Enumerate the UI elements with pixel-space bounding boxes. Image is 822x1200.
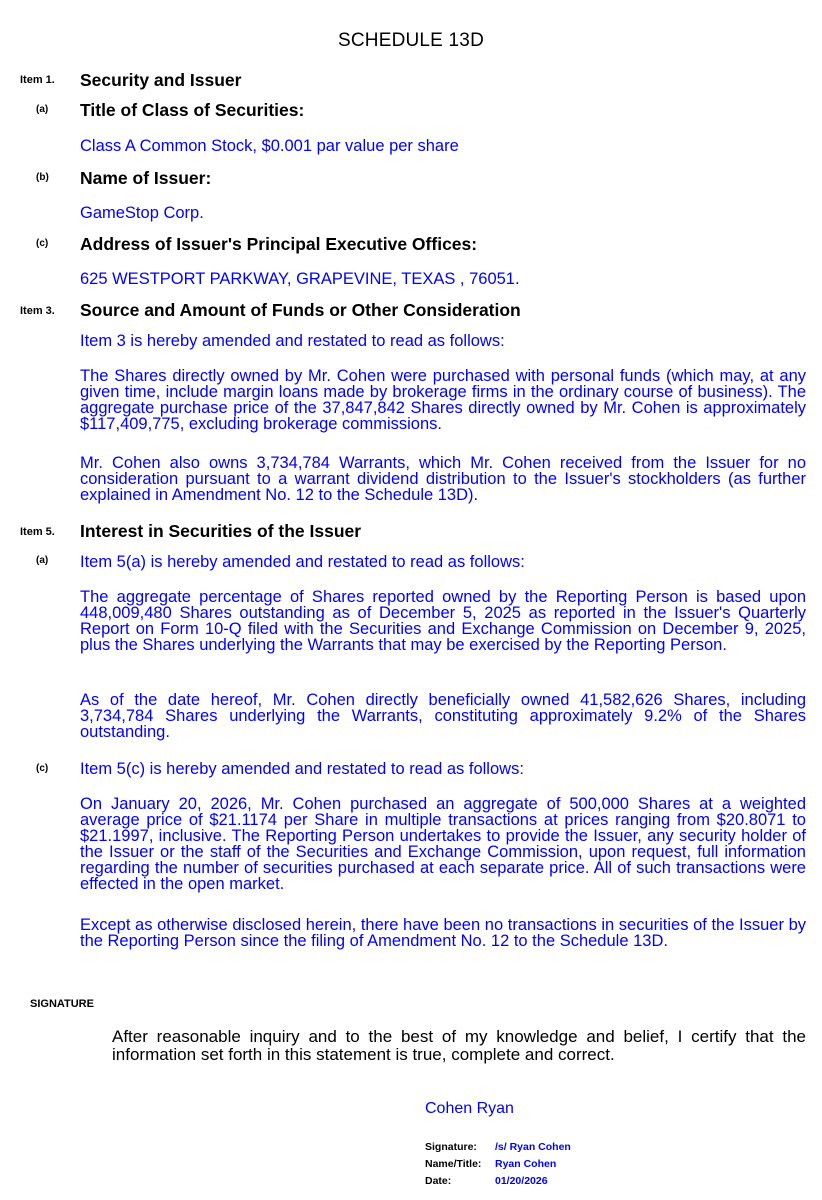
item-3-intro: Item 3 is hereby amended and restated to read as follows:	[80, 332, 505, 350]
item-5a-label: (a)	[36, 555, 49, 566]
certification-statement: After reasonable inquiry and to the best of my knowledge and belief, I certify that the information set forth in this statement is true, complete and correct.	[112, 1027, 806, 1064]
item-5-heading: Interest in Securities of the Issuer	[80, 521, 362, 541]
signer-name: Cohen Ryan	[425, 1100, 514, 1117]
signature-row-value: /s/ Ryan Cohen	[495, 1141, 571, 1153]
item-5a-paragraph-2: As of the date hereof, Mr. Cohen directly beneficially owned 41,582,626 Shares, including 3,734,784 Shares underlying the Warrants, constituting approximately 9.2% of the Shares outstanding.	[80, 691, 806, 741]
security-class-value: Class A Common Stock, $0.001 par value per share	[80, 137, 459, 155]
item-5c-label: (c)	[36, 763, 49, 774]
item-1c-heading: Address of Issuer's Principal Executive Offices:	[80, 234, 478, 254]
name-title-row-label: Name/Title:	[425, 1158, 482, 1170]
item-5a-intro: Item 5(a) is hereby amended and restated to read as follows:	[80, 553, 525, 571]
item-5c-paragraph-1: On January 20, 2026, Mr. Cohen purchased an aggregate of 500,000 Shares at a weighted average price of $21.1174 per Share in multiple transactions at prices ranging from $20.8071 to $21.1997, inclusive. The Reporting Person undertakes to provide the Issuer, any security holder of the Issuer or the staff of the Securities and Exchange Commission, upon request, full information regarding the number of securities purchased at each separate price. All of such transactions were effected in the open market.	[80, 795, 806, 893]
issuer-name-value: GameStop Corp.	[80, 204, 204, 222]
item-1-label: Item 1.	[20, 74, 55, 86]
issuer-address-value: 625 WESTPORT PARKWAY, GRAPEVINE, TEXAS , 76051.	[80, 270, 520, 288]
item-5a-paragraph-1: The aggregate percentage of Shares reported owned by the Reporting Person is based upon 448,009,480 Shares outstanding as of December 5, 2025 as reported in the Issuer's Quarterly Report on Form 10-Q filed with the Securities and Exchange Commission on December 9, 2025, plus the Shares underlying the Warrants that may be exercised by the Reporting Person.	[80, 588, 806, 654]
item-3-paragraph-2: Mr. Cohen also owns 3,734,784 Warrants, which Mr. Cohen received from the Issuer for no consideration pursuant to a warrant dividend distribution to the Issuer's stockholders (as further explained in Amendment No. 12 to the Schedule 13D).	[80, 454, 806, 504]
item-1c-label: (c)	[36, 238, 49, 249]
item-3-heading: Source and Amount of Funds or Other Consideration	[80, 300, 521, 320]
item-5c-paragraph-2: Except as otherwise disclosed herein, there have been no transactions in securities of the Issuer by the Reporting Person since the filing of Amendment No. 12 to the Schedule 13D.	[80, 916, 806, 950]
item-1a-label: (a)	[36, 104, 49, 115]
date-row-value: 01/20/2026	[495, 1175, 548, 1187]
document-title: SCHEDULE 13D	[337, 30, 484, 51]
signature-row-label: Signature:	[425, 1141, 477, 1153]
item-1b-label: (b)	[36, 172, 49, 183]
signature-section-label: SIGNATURE	[30, 998, 94, 1010]
item-3-paragraph-1: The Shares directly owned by Mr. Cohen were purchased with personal funds (which may, at any given time, include margin loans made by brokerage firms in the ordinary course of business). The aggregate purchase price of the 37,847,842 Shares directly owned by Mr. Cohen is approximately $117,409,775, excluding brokerage commissions.	[80, 367, 806, 433]
item-1-heading: Security and Issuer	[80, 70, 242, 90]
item-5c-intro: Item 5(c) is hereby amended and restated to read as follows:	[80, 760, 524, 778]
item-1b-heading: Name of Issuer:	[80, 168, 212, 188]
item-5-label: Item 5.	[20, 526, 55, 538]
item-3-label: Item 3.	[20, 305, 55, 317]
name-title-row-value: Ryan Cohen	[495, 1158, 557, 1170]
item-1a-heading: Title of Class of Securities:	[80, 100, 305, 120]
date-row-label: Date:	[425, 1175, 452, 1187]
